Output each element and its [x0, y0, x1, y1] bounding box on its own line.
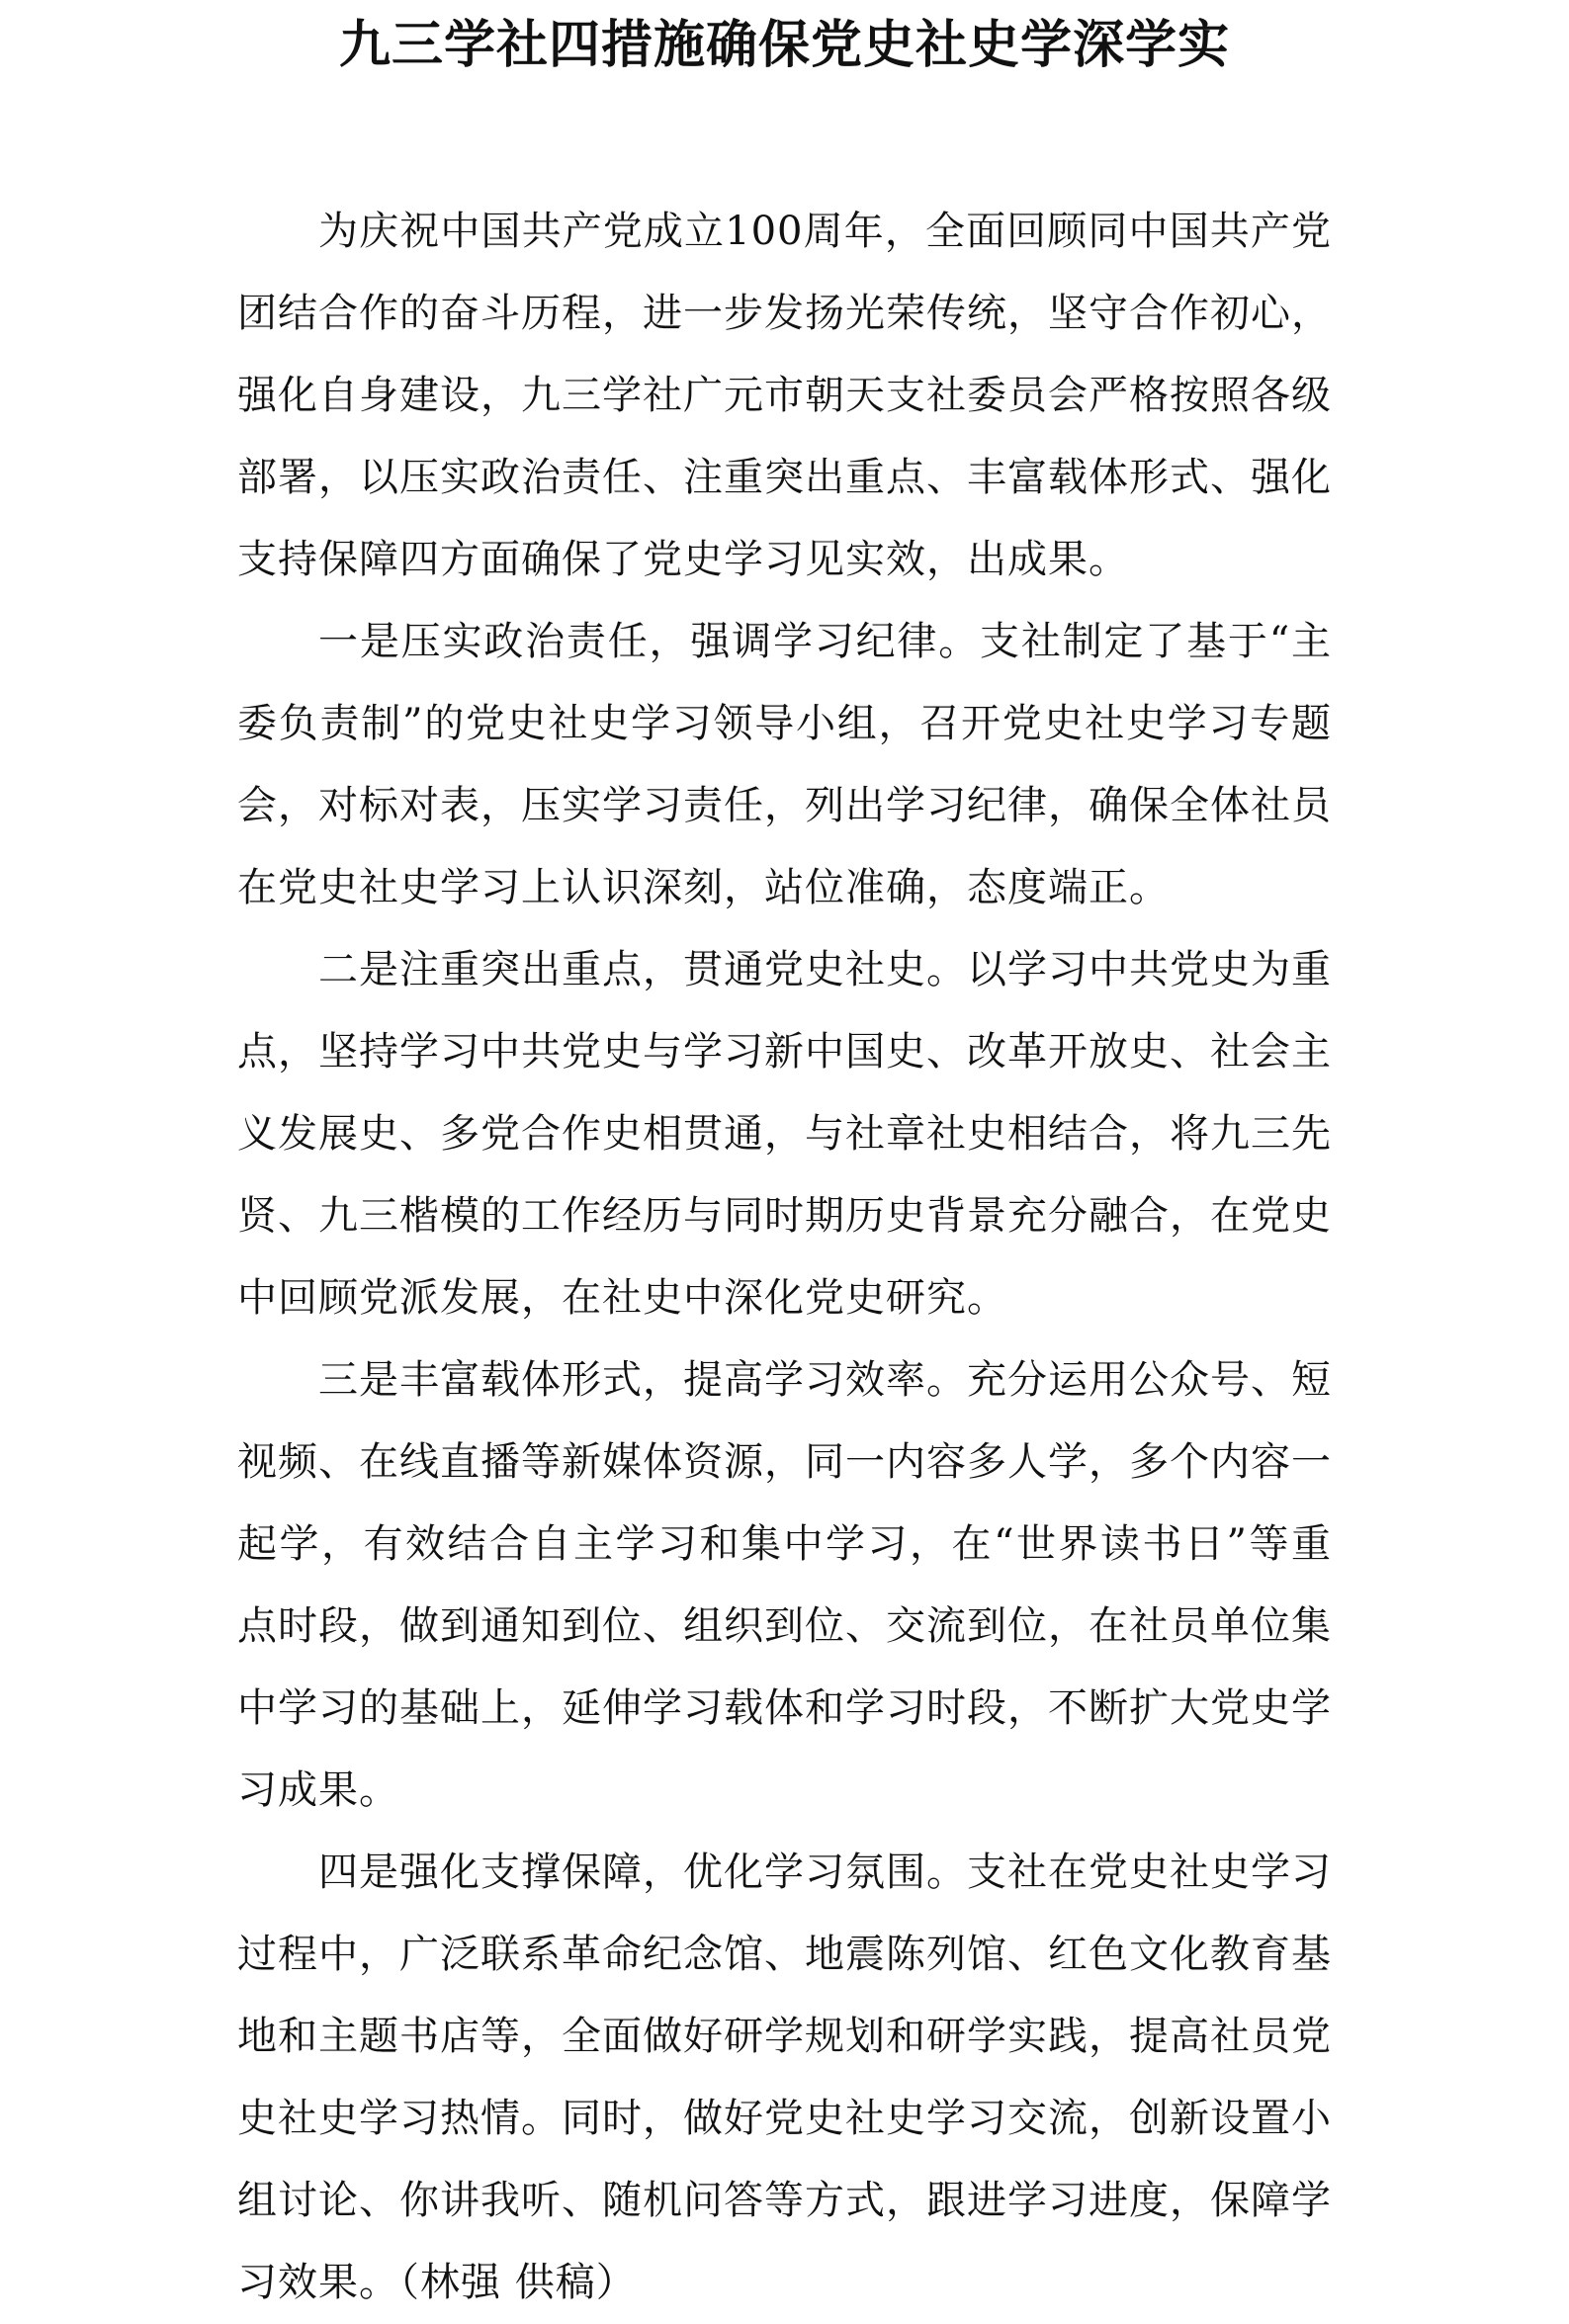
- paragraph-measure-two: 二是注重突出重点，贯通党史社史。以学习中共党史为重点，坚持学习中共党史与学习新中国史、改革开放史、社会主义发展史、多党合作史相贯通，与社章社史相结合，将九三先贤、九三楷模的工作经历与同时期历史背景充分融合，在党史中回顾党派发展，在社史中深化党史研究。: [237, 947, 1332, 1321]
- document-body: [237, 191, 1332, 2324]
- paragraph-intro: 为庆祝中国共产党成立100周年，全面回顾同中国共产党团结合作的奋斗历程，进一步发扬光荣传统，坚守合作初心，强化自身建设，九三学社广元市朝天支社委员会严格按照各级部署，以压实政治责任、注重突出重点、丰富载体形式、强化支持保障四方面确保了党史学习见实效，出成果。: [237, 209, 1332, 582]
- paragraph-measure-four: 四是强化支撑保障，优化学习氛围。支社在党史社史学习过程中，广泛联系革命纪念馆、地震陈列馆、红色文化教育基地和主题书店等，全面做好研学规划和研学实践，提高社员党史社史学习热情。同时，做好党史社史学习交流，创新设置小组讨论、你讲我听、随机问答等方式，跟进学习进度，保障学习效果。（林强 供稿）: [237, 1850, 1332, 2305]
- paragraph-measure-one: 一是压实政治责任，强调学习纪律。支社制定了基于“主委负责制”的党史社史学习领导小组，召开党史社史学习专题会，对标对表，压实学习责任，列出学习纪律，确保全体社员在党史社史学习上认识深刻，站位准确，态度端正。: [237, 619, 1332, 910]
- document-title: 九三学社四措施确保党史社史学深学实: [338, 15, 1230, 75]
- paragraph-measure-three: 三是丰富载体形式，提高学习效率。充分运用公众号、短视频、在线直播等新媒体资源，同一内容多人学，多个内容一起学，有效结合自主学习和集中学习，在“世界读书日”等重点时段，做到通知到位、组织到位、交流到位，在社员单位集中学习的基础上，延伸学习载体和学习时段，不断扩大党史学习成果。: [237, 1357, 1332, 1813]
